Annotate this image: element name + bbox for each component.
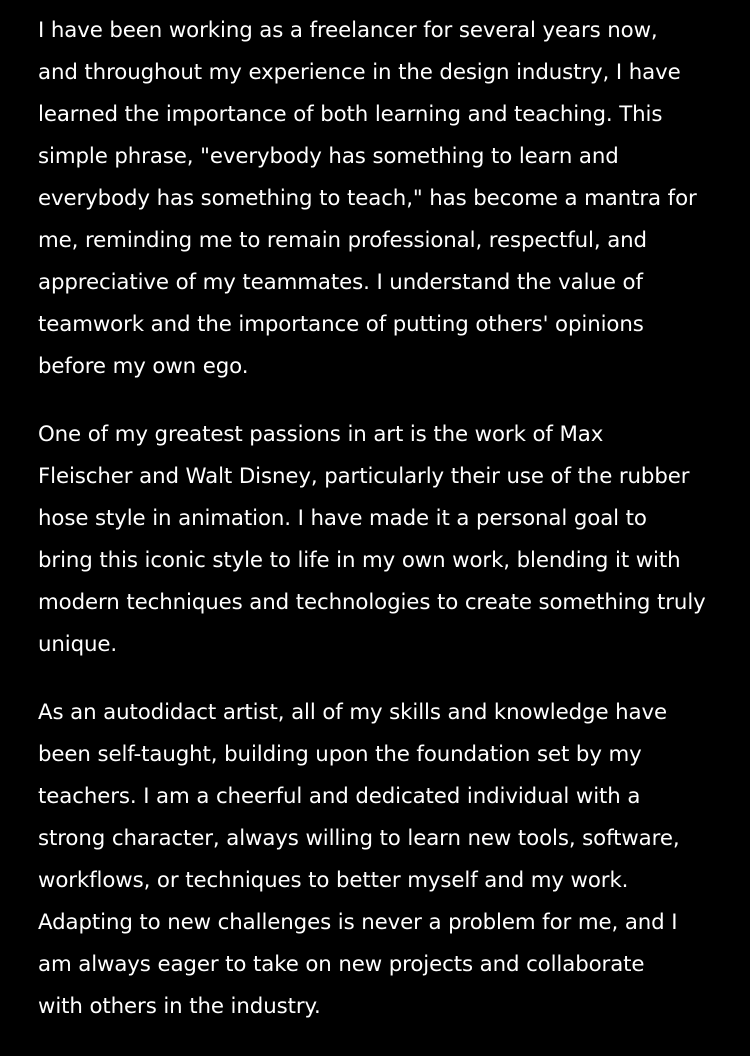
text-line: Adapting to new challenges is never a problem for me, and I — [38, 910, 678, 935]
text-line: One of my greatest passions in art is the work of Max — [38, 422, 604, 447]
text-line: As an autodidact artist, all of my skills and knowledge have — [38, 700, 667, 725]
text-line: hose style in animation. I have made it a personal goal to — [38, 506, 647, 531]
text-line: teamwork and the importance of putting others' opinions — [38, 312, 644, 337]
text-line: bring this iconic style to life in my own work, blending it with — [38, 548, 681, 573]
text-line: been self-taught, building upon the foundation set by my — [38, 742, 642, 767]
text-line: and throughout my experience in the design industry, I have — [38, 60, 681, 85]
text-line: everybody has something to teach," has become a mantra for — [38, 186, 697, 211]
text-line: unique. — [38, 632, 118, 657]
text-line: modern techniques and technologies to create something truly — [38, 590, 706, 615]
text-line: appreciative of my teammates. I understand the value of — [38, 270, 643, 295]
text-line: workflows, or techniques to better myself and my work. — [38, 868, 629, 893]
text-line: simple phrase, "everybody has something to learn and — [38, 144, 619, 169]
text-line: me, reminding me to remain professional, respectful, and — [38, 228, 647, 253]
text-line: Fleischer and Walt Disney, particularly their use of the rubber — [38, 464, 690, 489]
text-line: before my own ego. — [38, 354, 249, 379]
paragraph-freelancer — [38, 10, 720, 388]
text-line: learned the importance of both learning and teaching. This — [38, 102, 663, 127]
text-line: strong character, always willing to learn new tools, software, — [38, 826, 680, 851]
paragraph-autodidact — [38, 692, 720, 1028]
text-line: teachers. I am a cheerful and dedicated individual with a — [38, 784, 641, 809]
paragraph-passions — [38, 414, 720, 666]
text-line: am always eager to take on new projects and collaborate — [38, 952, 645, 977]
text-line: I have been working as a freelancer for several years now, — [38, 18, 658, 43]
text-line: with others in the industry. — [38, 994, 321, 1019]
